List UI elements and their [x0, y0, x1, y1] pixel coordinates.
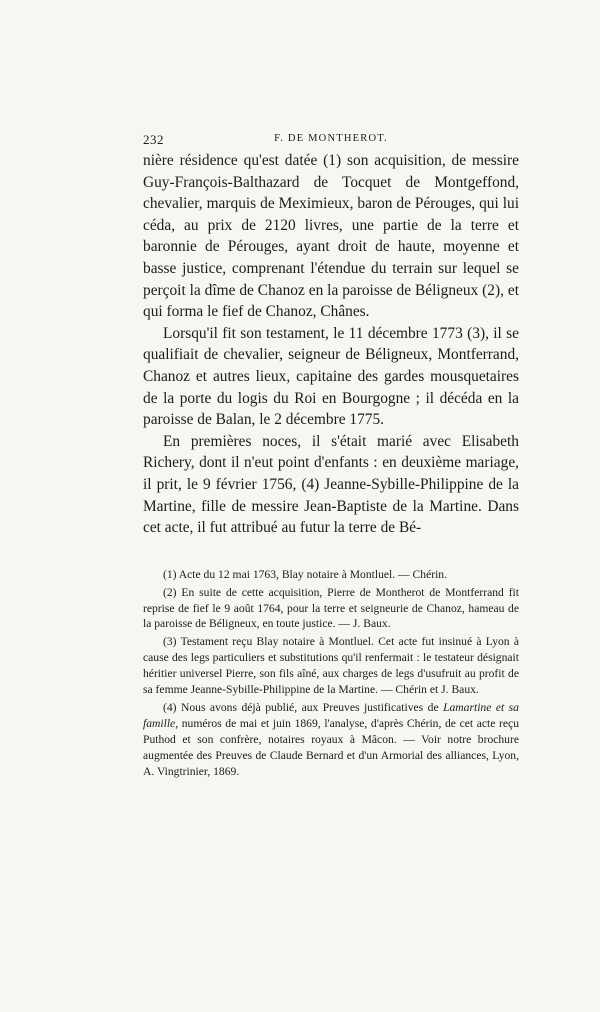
footnote-4: [143, 700, 519, 780]
footnote-4-text: (4) Nous avons déjà publié, aux Preuves justificatives de: [163, 700, 444, 714]
main-text: [143, 150, 519, 539]
body-paragraph: nière résidence qu'est datée (1) son acquisition, de messire Guy-François-Balthazard de Tocquet de Montgeffond, chevalier, marquis de Meximieux, baron de Pérouges, qui lui céda, au prix de 2120 livres, une partie de la terre et baronnie de Pérouges, ayant droit de haute, moyenne et basse justice, comprenant l'étendue du terrain sur lequel se perçoit la dîme de Chanoz en la paroisse de Béligneux (2), et qui forma le fief de Chanoz, Chânes.: [143, 152, 519, 321]
footnote-2: (2) En suite de cette acquisition, Pierre de Montherot de Montferrand fit reprise de fief le 9 août 1764, pour la terre et seigneurie de Chanoz, hameau de la paroisse de Béligneux, en toute justice. — J. Baux.: [143, 585, 519, 631]
footnote-4-italic-title: Lamartine et sa famille: [143, 700, 519, 730]
body-paragraph: En premières noces, il s'était marié avec Elisabeth Richery, dont il n'eut point d'enfants : en deuxième mariage, il prit, le 9 février 1756, (4) Jeanne-Sybille-Philippine de la Martine, fille de messire Jean-Baptiste de la Martine. Dans cet acte, il fut attribué au futur la terre de Bé-: [143, 432, 519, 537]
running-title: F. DE MONTHEROT.: [274, 133, 388, 144]
footnote-1: (1) Acte du 12 mai 1763, Blay notaire à Montluel. — Chérin.: [163, 567, 447, 581]
running-head: [143, 132, 519, 150]
footnotes: [143, 567, 519, 780]
footnote-3: (3) Testament reçu Blay notaire à Montluel. Cet acte fut insinué à Lyon à cause des legs particuliers et substitutions qu'il renfermait : le testateur désignait héritier universel Pierre, son fils aîné, aux charges de legs d'usufruit au profit de sa femme Jeanne-Sybille-Philippine de la Martine. — Chérin et J. Baux.: [143, 635, 519, 697]
body-paragraph: Lorsqu'il fit son testament, le 11 décembre 1773 (3), il se qualifiait de chevalier, seigneur de Béligneux, Montferrand, Chanoz et autres lieux, capitaine des gardes mousquetaires de la porte du logis du Roi en Bourgogne ; il décéda en la paroisse de Balan, le 2 décembre 1775.: [143, 324, 519, 429]
page-number: 232: [143, 132, 164, 147]
footnote-4-text-end: , numéros de mai et juin 1869, l'analyse, d'après Chérin, de cet acte reçu Puthod et son confrère, notaires royaux à Mâcon. — Voir notre brochure augmentée des Preuves de Claude Bernard et d'un Armorial des alliances, Lyon, A. Vingtrinier, 1869.: [143, 716, 519, 778]
book-page: [143, 132, 519, 779]
